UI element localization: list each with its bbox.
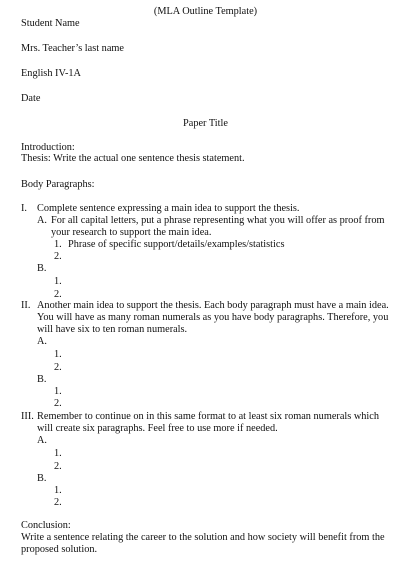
section-ii-line-1: Another main idea to support the thesis. Each body paragraph must have a main idea. (37, 300, 389, 311)
section-i-a-label: A. (37, 215, 48, 226)
section-i-a-line-2: your research to support the main idea. (51, 227, 212, 238)
section-i-b-item-1-num: 1. (54, 276, 62, 287)
section-i-b-item-2-num: 2. (54, 289, 62, 300)
course-name: English IV-1A (21, 68, 81, 79)
section-i-a-line-1: For all capital letters, put a phrase representing what you will offer as proof from (51, 215, 385, 226)
section-ii-numeral: II. (21, 300, 31, 311)
conclusion-line-1: Write a sentence relating the career to the solution and how society will benefit from the (21, 532, 385, 543)
section-i-a-item-1-text: Phrase of specific support/details/examples/statistics (68, 239, 285, 250)
section-i-line-1: Complete sentence expressing a main idea to support the thesis. (37, 203, 300, 214)
section-ii-a-item-1-num: 1. (54, 349, 62, 360)
section-iii-numeral: III. (21, 411, 34, 422)
section-i-numeral: I. (21, 203, 28, 214)
section-i-a-item-2-num: 2. (54, 251, 62, 262)
section-iii-b-label: B. (37, 473, 47, 484)
student-name: Student Name (21, 18, 80, 29)
teacher-name: Mrs. Teacher’s last name (21, 43, 124, 54)
section-iii-a-label: A. (37, 435, 48, 446)
introduction-heading: Introduction: (21, 142, 75, 153)
section-ii-b-item-1-num: 1. (54, 386, 62, 397)
section-ii-a-item-2-num: 2. (54, 362, 62, 373)
section-iii-a-item-2-num: 2. (54, 461, 62, 472)
section-ii-b-label: B. (37, 374, 47, 385)
section-iii-a-item-1-num: 1. (54, 448, 62, 459)
section-iii-line-1: Remember to continue on in this same format to at least six roman numerals which (37, 411, 380, 422)
thesis-line: Thesis: Write the actual one sentence thesis statement. (21, 153, 245, 164)
section-iii-line-2: will create six paragraphs. Feel free to use more if needed. (37, 423, 278, 434)
section-ii-line-3: will have six to ten roman numerals. (37, 324, 188, 335)
section-ii-b-item-2-num: 2. (54, 398, 62, 409)
date-line: Date (21, 93, 41, 104)
section-ii-line-2: You will have as many roman numerals as you have body paragraphs. Therefore, you (37, 312, 389, 323)
conclusion-heading: Conclusion: (21, 520, 71, 531)
section-i-b-label: B. (37, 263, 47, 274)
section-ii-a-label: A. (37, 336, 48, 347)
body-paragraphs-heading: Body Paragraphs: (21, 179, 95, 190)
section-iii-b-item-1-num: 1. (54, 485, 62, 496)
section-iii-b-item-2-num: 2. (54, 497, 62, 508)
template-title: (MLA Outline Template) (153, 6, 258, 17)
section-i-a-item-1-num: 1. (54, 239, 62, 250)
paper-title: Paper Title (183, 118, 228, 129)
conclusion-line-2: proposed solution. (21, 544, 98, 555)
